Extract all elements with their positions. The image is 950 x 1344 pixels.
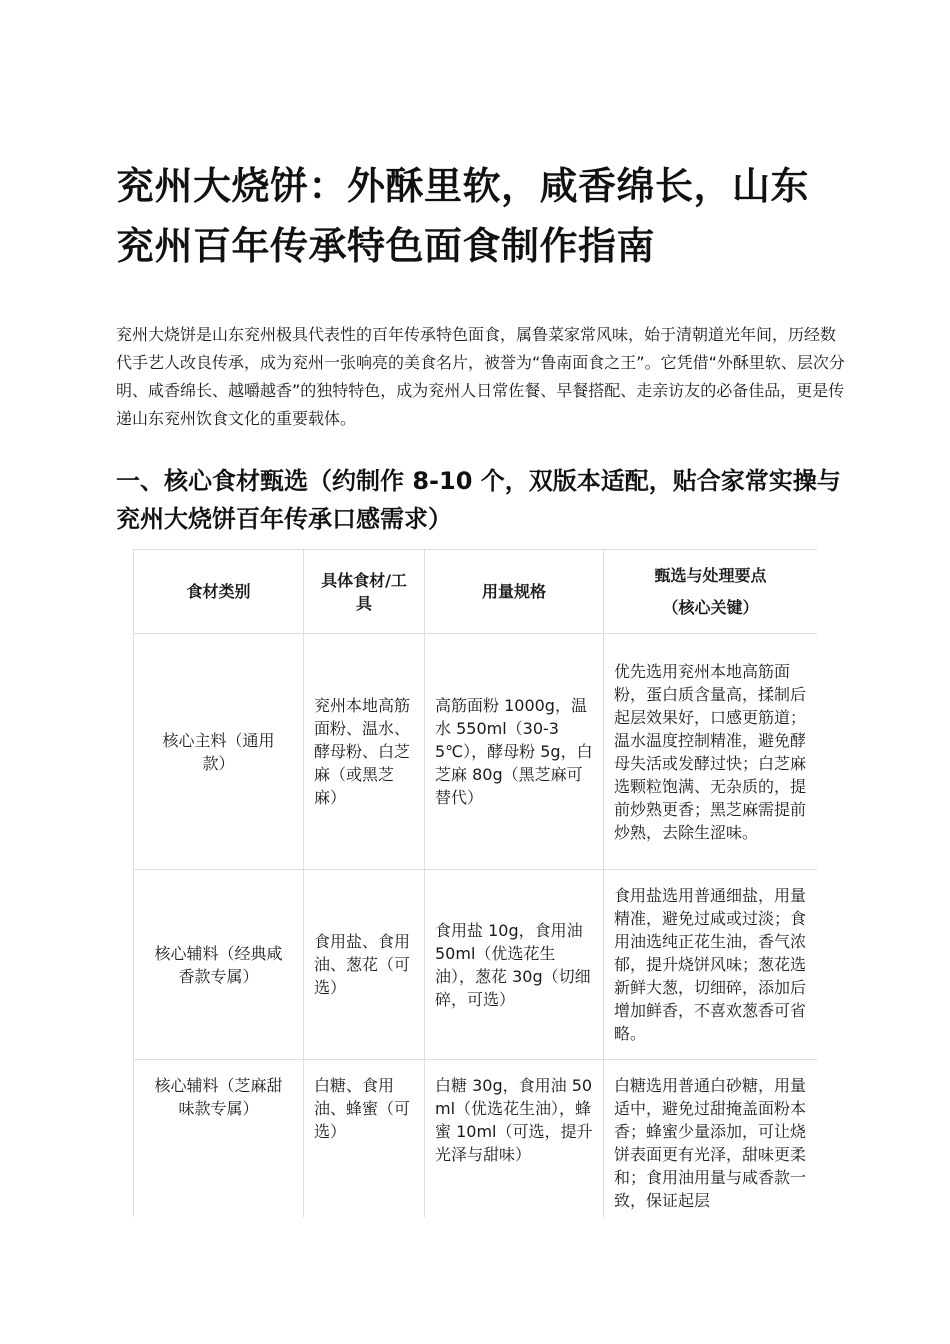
cell-quantity: 食用盐 10g，食用油 50ml（优选花生油），葱花 30g（切细碎，可选） [425, 870, 604, 1060]
ingredients-table-container [133, 549, 817, 1217]
document-title: 兖州大烧饼：外酥里软，咸香绵长，山东兖州百年传承特色面食制作指南 [116, 164, 810, 268]
cell-notes: 白糖选用普通白砂糖，用量适中，避免过甜掩盖面粉本香；蜂蜜少量添加，可让烧饼表面更有光泽，甜味更柔和；食用油用量与咸香款一致，保证起层 [604, 1060, 818, 1218]
header-category: 食材类别 [134, 550, 304, 634]
header-item: 具体食材/工具 [304, 550, 425, 634]
table-row [134, 634, 818, 870]
header-quantity: 用量规格 [425, 550, 604, 634]
header-notes-line2: （核心关键） [662, 598, 759, 617]
cell-item: 食用盐、食用油、葱花（可选） [304, 870, 425, 1060]
table-row [134, 870, 818, 1060]
intro-paragraph: 兖州大烧饼是山东兖州极具代表性的百年传承特色面食，属鲁菜家常风味，始于清朝道光年间，历经数代手艺人改良传承，成为兖州一张响亮的美食名片，被誉为“鲁南面食之王”。它凭借“外酥里软、层次分明、咸香绵长、越嚼越香”的独特特色，成为兖州人日常佐餐、早餐搭配、走亲访友的必备佳品，更是传递山东兖州饮食文化的重要载体。 [116, 325, 845, 428]
header-notes [604, 550, 818, 634]
cell-item: 兖州本地高筋面粉、温水、酵母粉、白芝麻（或黑芝麻） [304, 634, 425, 870]
ingredients-table [133, 549, 817, 1217]
cell-notes: 食用盐选用普通细盐，用量精准，避免过咸或过淡；食用油选纯正花生油，香气浓郁，提升烧饼风味；葱花选新鲜大葱，切细碎，添加后增加鲜香，不喜欢葱香可省略。 [604, 870, 818, 1060]
cell-category: 核心辅料（芝麻甜味款专属） [134, 1060, 304, 1218]
cell-category: 核心主料（通用款） [134, 634, 304, 870]
cell-item: 白糖、食用油、蜂蜜（可选） [304, 1060, 425, 1218]
cell-quantity: 白糖 30g，食用油 50ml（优选花生油），蜂蜜 10ml（可选，提升光泽与甜味） [425, 1060, 604, 1218]
header-notes-line1: 甄选与处理要点 [654, 566, 767, 585]
cell-category: 核心辅料（经典咸香款专属） [134, 870, 304, 1060]
table-header-row [134, 550, 818, 634]
section-heading-ingredients: 一、核心食材甄选（约制作 8-10 个，双版本适配，贴合家常实操与兖州大烧饼百年传承口感需求） [116, 467, 841, 533]
table-row [134, 1060, 818, 1218]
cell-quantity: 高筋面粉 1000g，温水 550ml（30-35℃），酵母粉 5g，白芝麻 80g（黑芝麻可替代） [425, 634, 604, 870]
cell-notes: 优先选用兖州本地高筋面粉，蛋白质含量高，揉制后起层效果好，口感更筋道；温水温度控制精准，避免酵母失活或发酵过快；白芝麻选颗粒饱满、无杂质的，提前炒熟更香；黑芝麻需提前炒熟，去除生涩味。 [604, 634, 818, 870]
